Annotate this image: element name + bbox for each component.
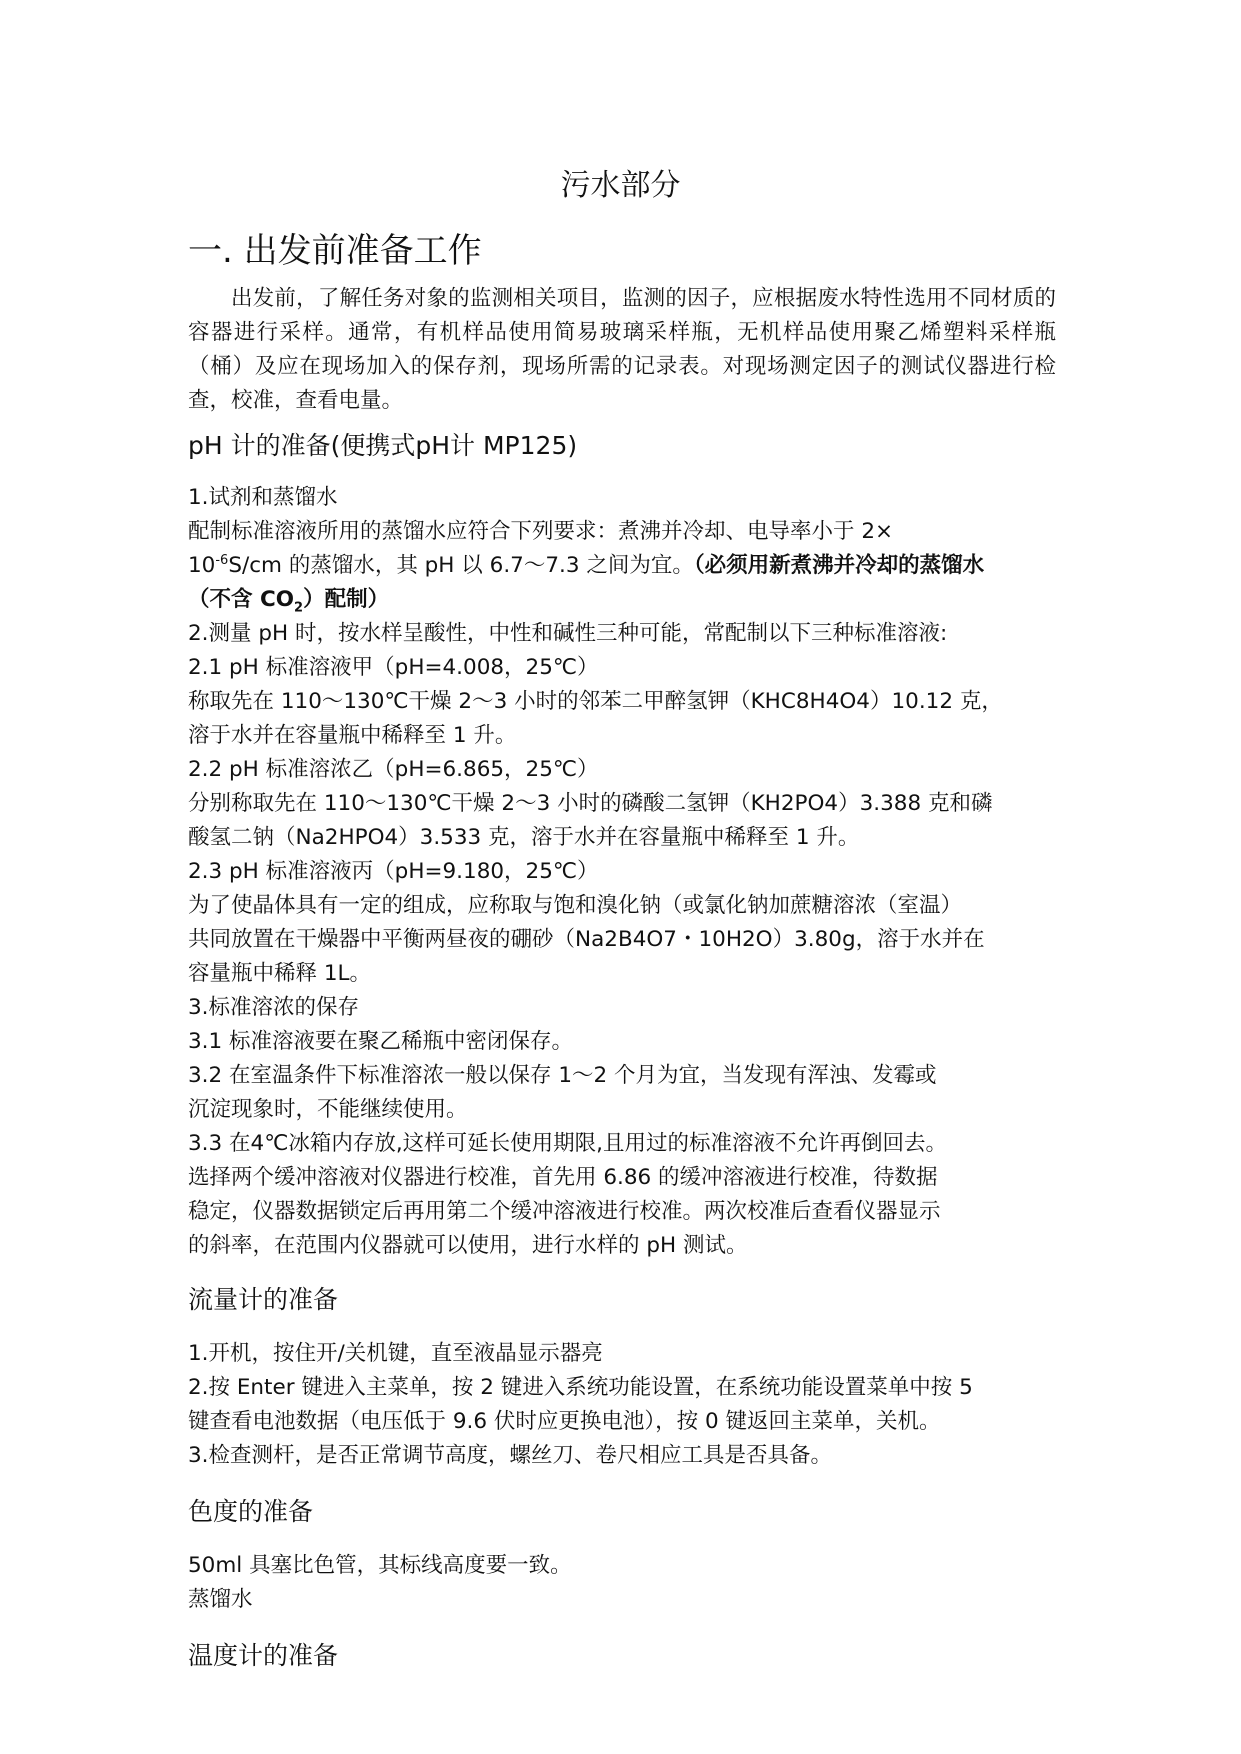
ph-item1-bold-note: （必须用新煮沸并冷却的蒸馏水 — [693, 553, 985, 578]
ph-storage-3-3-line4: 的斜率，在范围内仪器就可以使用，进行水样的 pH 测试。 — [188, 1233, 748, 1258]
ph-standard-b-line2: 酸氢二钠（Na2HPO4）3.533 克，溶于水并在容量瓶中稀释至 1 升。 — [188, 825, 860, 850]
page-title: 污水部分 — [560, 168, 681, 203]
ph-standard-b-title: 2.2 pH 标准溶浓乙（pH=6.865，25℃） — [188, 757, 599, 782]
ph-storage-3-2-line1: 3.2 在室温条件下标准溶浓一般以保存 1～2 个月为宜，当发现有浑浊、发霉或 — [188, 1063, 937, 1088]
ph-standard-c-line3: 容量瓶中稀释 1L。 — [188, 961, 371, 986]
ph-storage-3-3-line2: 选择两个缓冲溶液对仪器进行校准，首先用 6.86 的缓冲溶液进行校准，待数据 — [188, 1165, 938, 1190]
ph-item1-10: 10 — [188, 553, 216, 578]
ph-item1-line1: 配制标准溶液所用的蒸馏水应符合下列要求：煮沸并冷却、电导率小于 2× — [188, 519, 894, 544]
ph-item1-co2-post: ）配制） — [303, 587, 390, 612]
ph-storage-3-3-line3: 稳定，仪器数据锁定后再用第二个缓冲溶液进行校准。两次校准后查看仪器显示 — [188, 1199, 941, 1224]
ph-standard-c-title: 2.3 pH 标准溶液丙（pH=9.180，25℃） — [188, 859, 599, 884]
ph-item1-rest: S/cm 的蒸馏水，其 pH 以 6.7～7.3 之间为宜。 — [228, 553, 694, 578]
ph-item3-title: 3.标准溶浓的保存 — [188, 995, 360, 1020]
ph-storage-3-1: 3.1 标准溶液要在聚乙稀瓶中密闭保存。 — [188, 1029, 574, 1054]
ph-item1-line3 — [188, 583, 389, 617]
color-line2: 蒸馏水 — [188, 1587, 253, 1612]
flowmeter-line4: 3.检查测杆，是否正常调节高度，螺丝刀、卷尺相应工具是否具备。 — [188, 1443, 833, 1468]
ph-item1-line2 — [188, 549, 984, 583]
ph-item1-co2-sub: 2 — [294, 600, 304, 616]
ph-storage-3-2-line2: 沉淀现象时，不能继续使用。 — [188, 1097, 468, 1122]
flowmeter-heading: 流量计的准备 — [188, 1285, 339, 1314]
flowmeter-line1: 1.开机，按住开/关机键，直至液晶显示器亮 — [188, 1341, 603, 1366]
section-heading-preparation: 一. 出发前准备工作 — [188, 231, 482, 271]
intro-paragraph: 出发前，了解任务对象的监测相关项目，监测的因子，应根据废水特性选用不同材质的容器进行采样。通常，有机样品使用简易玻璃采样瓶，无机样品使用聚乙烯塑料采样瓶（桶）及应在现场加入的保存剂，现场所需的记录表。对现场测定因子的测试仪器进行检查，校准，查看电量。 — [188, 286, 1056, 413]
ph-meter-heading: pH 计的准备(便携式pH计 MP125) — [188, 431, 578, 460]
ph-item1-exponent: -6 — [215, 552, 229, 568]
flowmeter-line3: 键查看电池数据（电压低于 9.6 伏时应更换电池），按 0 键返回主菜单，关机。 — [188, 1409, 941, 1434]
color-line1: 50ml 具塞比色管，其标线高度要一致。 — [188, 1553, 572, 1578]
ph-item1-title: 1.试剂和蒸馏水 — [188, 485, 338, 510]
ph-standard-c-line2: 共同放置在干燥器中平衡两昼夜的硼砂（Na2B4O7・10H2O）3.80g，溶于水并在 — [188, 927, 985, 952]
thermometer-heading: 温度计的准备 — [188, 1641, 339, 1670]
flowmeter-line2: 2.按 Enter 键进入主菜单，按 2 键进入系统功能设置，在系统功能设置菜单中按 5 — [188, 1375, 973, 1400]
ph-standard-a-line1: 称取先在 110～130℃干燥 2～3 小时的邻苯二甲醉氢钾（KHC8H4O4）10.12 克， — [188, 689, 1003, 714]
color-heading: 色度的准备 — [188, 1497, 314, 1526]
ph-standard-a-line2: 溶于水并在容量瓶中稀释至 1 升。 — [188, 723, 517, 748]
ph-storage-3-3-line1: 3.3 在4℃冰箱内存放,这样可延长使用期限,且用过的标准溶液不允许再倒回去。 — [188, 1131, 948, 1156]
ph-standard-a-title: 2.1 pH 标准溶液甲（pH=4.008，25℃） — [188, 655, 599, 680]
ph-standard-c-line1: 为了使晶体具有一定的组成，应称取与饱和溴化钠（或氯化钠加蔗糖溶浓（室温） — [188, 893, 963, 918]
ph-item2-title: 2.测量 pH 时，按水样呈酸性，中性和碱性三种可能，常配制以下三种标准溶液: — [188, 621, 948, 646]
ph-standard-b-line1: 分别称取先在 110～130℃干燥 2～3 小时的磷酸二氢钾（KH2PO4）3.388 克和磷 — [188, 791, 993, 816]
ph-item1-co2-pre: （不含 CO — [188, 587, 295, 612]
